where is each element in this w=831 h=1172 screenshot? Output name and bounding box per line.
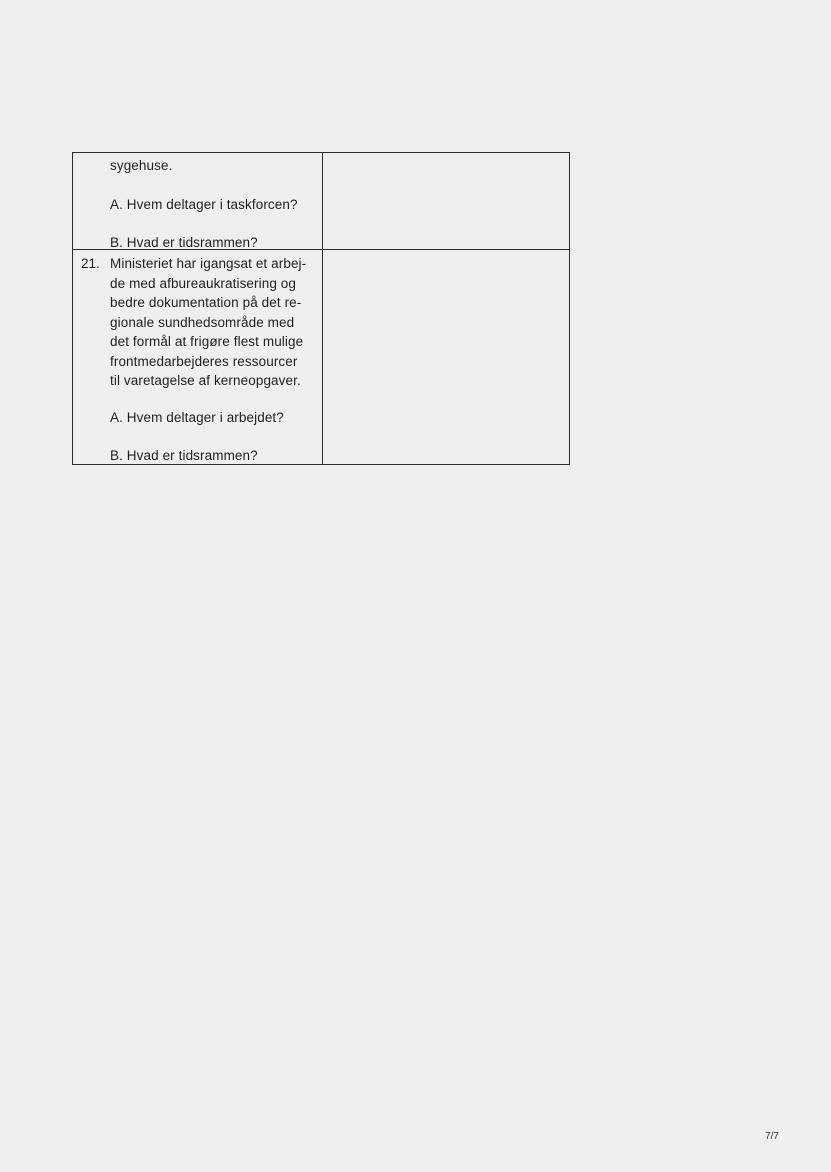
question-continuation-text: sygehuse. [110,158,173,173]
question-body-line: gionale sundhedsområde med [110,314,295,330]
sub-question-b: B. Hvad er tidsrammen? [110,235,258,249]
answer-cell [323,153,569,249]
question-body-line: Ministeriet har igangsat et arbej- [110,256,307,271]
question-body-line: frontmedarbejderes ressourcer [110,353,298,369]
table-row [73,153,569,249]
page-number: 7/7 [765,1131,779,1142]
question-body-line: de med afbureaukratisering og [110,275,297,291]
sub-question-a: A. Hvem deltager i arbejdet? [110,410,284,425]
question-body-line: bedre dokumentation på det re- [110,295,302,310]
question-cell [73,153,323,249]
table-row [73,249,569,464]
question-body-line: til varetagelse af kerneopgaver. [110,373,301,388]
sub-question-a: A. Hvem deltager i taskforcen? [110,197,298,212]
answer-cell [323,250,569,464]
question-body [110,254,318,391]
question-number: 21. [81,256,100,271]
sub-question-b: B. Hvad er tidsrammen? [110,448,258,463]
question-cell [73,250,323,464]
questions-table [72,152,570,465]
question-body-line: det formål at frigøre flest mulige [110,334,304,349]
